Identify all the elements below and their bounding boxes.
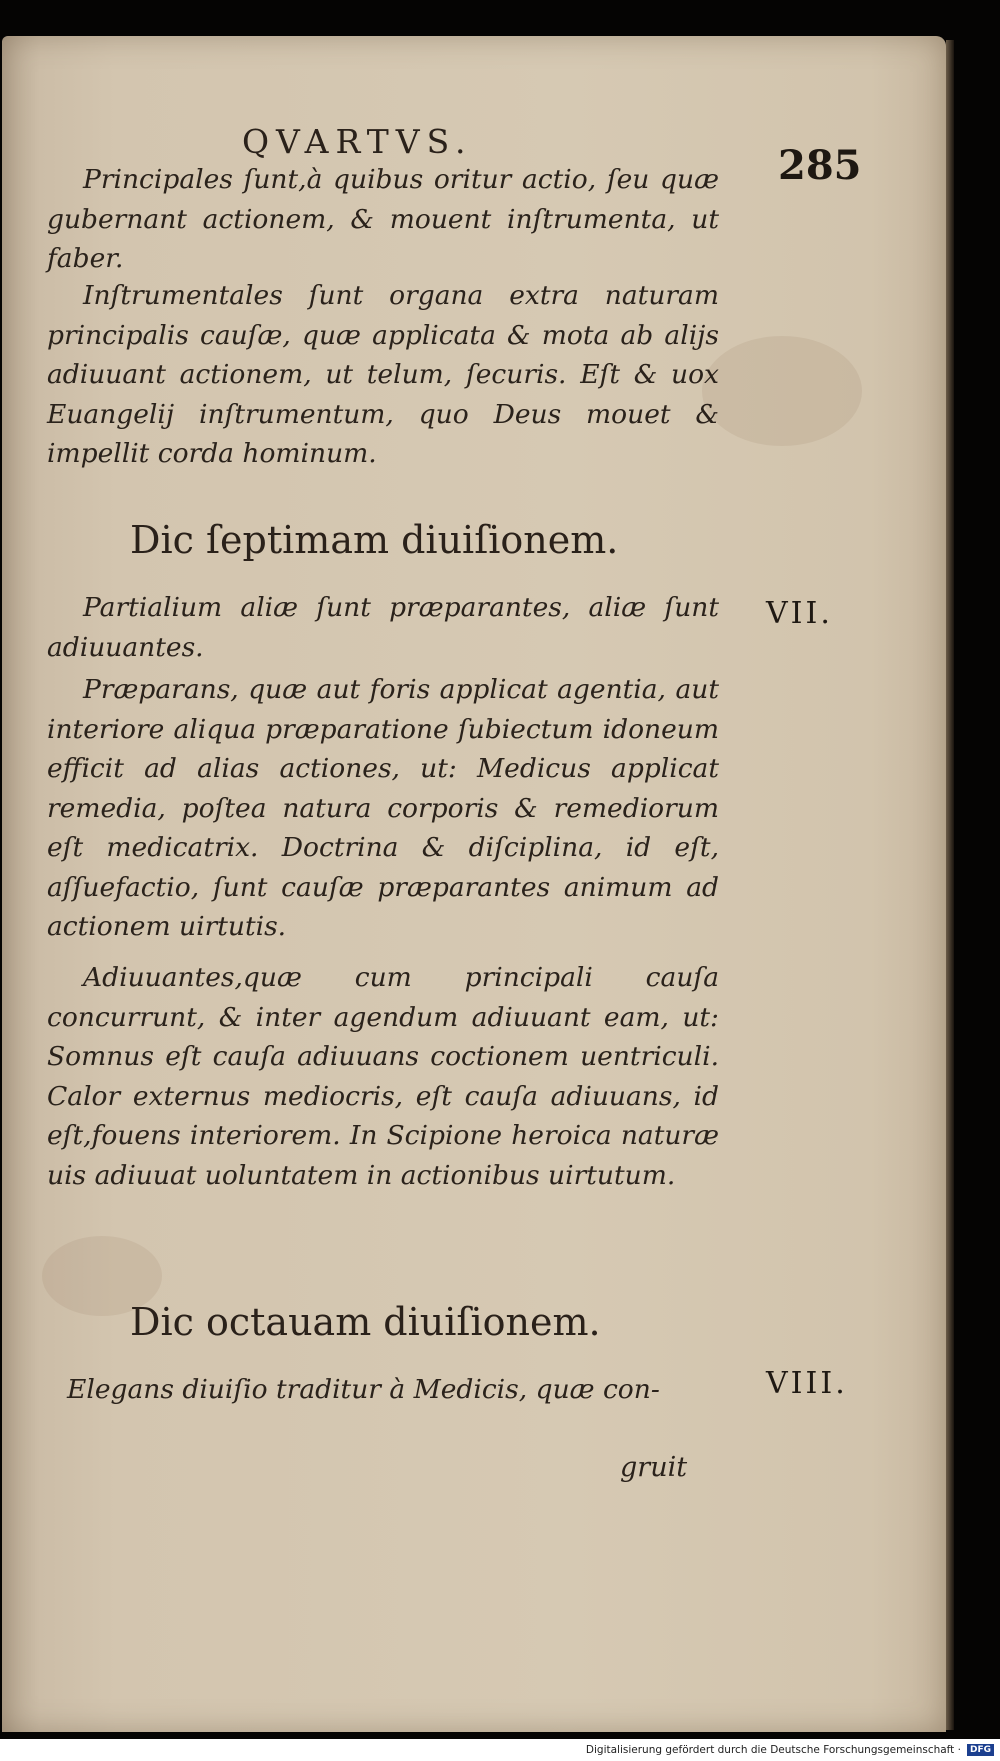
digitization-footer bbox=[0, 1739, 1000, 1761]
section-heading-septima: Dic ſeptimam diuiſionem. bbox=[130, 518, 619, 562]
section-heading-octaua: Dic octauam diuiſionem. bbox=[130, 1300, 601, 1344]
funding-credit: Digitalisierung gefördert durch die Deutsche Forschungsgemeinschaft · bbox=[585, 1744, 961, 1756]
page-edge-shadow bbox=[946, 40, 954, 1730]
margin-numeral-viii: VIII. bbox=[766, 1366, 848, 1401]
paragraph-elegans: Elegans diuiſio traditur à Medicis, quæ con- bbox=[67, 1374, 660, 1405]
paragraph-partialium: Partialium aliæ ſunt præparantes, aliæ ſunt adiuuantes. bbox=[47, 592, 719, 663]
margin-numeral-vii: VII. bbox=[766, 596, 833, 631]
page-number: 285 bbox=[778, 142, 862, 189]
book-page bbox=[2, 36, 946, 1732]
paragraph-principales: Principales ſunt,à quibus oritur actio, ſeu quæ gubernant actionem, & mouent inſtrumenta, ut faber. bbox=[47, 164, 719, 274]
paper-stain bbox=[702, 336, 862, 446]
catchword: gruit bbox=[620, 1452, 688, 1483]
running-head: QVARTVS. bbox=[242, 122, 473, 161]
paragraph-adiuuantes: Adiuuantes,quæ cum principali cauſa concurrunt, & inter agendum adiuuant eam, ut: Somnus eſt cauſa adiuuans coctionem uentriculi. Calor externus mediocris, eſt cauſa adiuuans, id eſt,fouens interiorem. In Scipione heroica naturæ uis adiuuat uoluntatem in actionibus uirtutum. bbox=[47, 962, 719, 1191]
paragraph-praeparans: Præparans, quæ aut foris applicat agentia, aut interiore aliqua præparatione ſubiectum idoneum efficit ad alias actiones, ut: Medicus applicat remedia, poſtea natura corporis & remediorum eſt medicatrix. Doctrina & diſciplina, id eſt, aſſuefactio, ſunt cauſæ præparantes animum ad actionem uirtutis. bbox=[47, 674, 719, 942]
dfg-logo: DFG bbox=[967, 1744, 994, 1756]
paragraph-instrumentales: Inſtrumentales ſunt organa extra naturam principalis cauſæ, quæ applicata & mota ab alijs adiuuant actionem, ut telum, ſecuris. Eſt & uox Euangelij inſtrumentum, quo Deus mouet & impellit corda hominum. bbox=[47, 280, 719, 469]
